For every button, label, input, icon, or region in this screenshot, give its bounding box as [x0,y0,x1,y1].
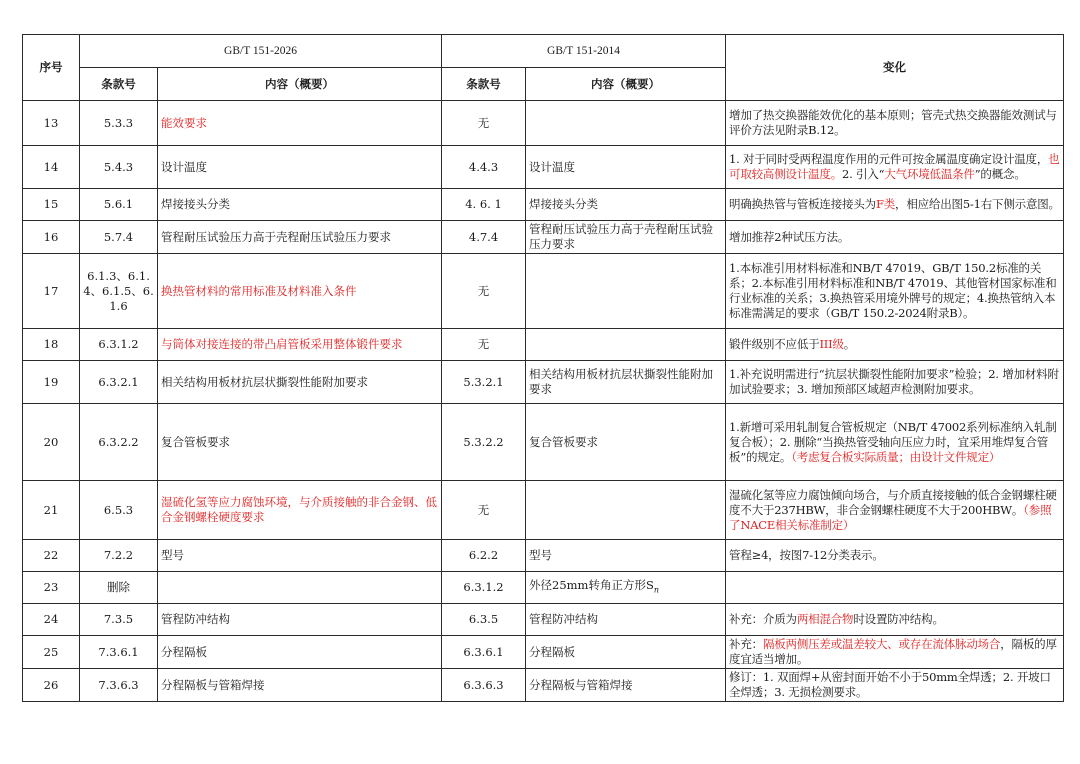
change-description [726,189,1064,221]
table-row [23,329,1064,361]
table-row [23,540,1064,572]
old-content: 分程隔板 [526,636,726,669]
table-body [23,101,1064,702]
new-content: 管程防冲结构 [158,604,442,636]
old-clause: 4.7.4 [442,221,526,254]
new-content: 焊接接头分类 [158,189,442,221]
row-number: 16 [23,221,80,254]
row-number: 23 [23,572,80,604]
table-row [23,404,1064,481]
new-clause: 7.2.2 [80,540,158,572]
change-description [726,636,1064,669]
change-highlight: 大气环境低温条件 [884,167,975,181]
header-seq: 序号 [23,35,80,101]
change-text: 1. 对于同时受两程温度作用的元件可按金属温度确定设计温度， [729,152,1049,166]
table-row [23,146,1064,189]
table-row [23,604,1064,636]
change-description [726,329,1064,361]
row-number: 14 [23,146,80,189]
new-content: 湿硫化氢等应力腐蚀环境，与介质接触的非合金钢、低合金钢螺栓硬度要求 [158,481,442,540]
old-clause: 6.3.6.3 [442,669,526,702]
change-highlight: 两相混合物 [796,612,854,626]
change-highlight: F类 [875,197,896,211]
old-content [526,329,726,361]
new-clause: 删除 [80,572,158,604]
old-content [526,481,726,540]
change-highlight: （参照了NACE相关标准制定） [729,502,1052,532]
change-text: 湿硫化氢等应力腐蚀倾向场合，与介质直接接触的低合金钢螺柱硬度不大于237HBW，非合金钢螺柱硬度不大于200HBW。 [729,487,1057,517]
old-clause: 5.3.2.2 [442,404,526,481]
change-description [726,101,1064,146]
subscript-n: n [653,585,659,595]
new-content: 复合管板要求 [158,404,442,481]
old-content [526,101,726,146]
change-description [726,254,1064,329]
change-description [726,361,1064,404]
change-text: 明确换热管与管板连接接头为 [729,197,876,211]
header-new-clause: 条款号 [80,68,158,101]
new-clause: 7.3.5 [80,604,158,636]
new-content: 相关结构用板材抗层状撕裂性能附加要求 [158,361,442,404]
old-clause: 5.3.2.1 [442,361,526,404]
comparison-table [22,34,1064,702]
old-clause: 无 [442,481,526,540]
row-number: 25 [23,636,80,669]
header-old-content: 内容（概要） [526,68,726,101]
header-new-content: 内容（概要） [158,68,442,101]
new-content [158,572,442,604]
new-clause: 5.3.3 [80,101,158,146]
old-clause: 无 [442,329,526,361]
change-description [726,404,1064,481]
change-description [726,146,1064,189]
change-text: 。 [843,337,856,351]
new-clause: 7.3.6.1 [80,636,158,669]
table-row [23,481,1064,540]
old-content: 相关结构用板材抗层状撕裂性能附加要求 [526,361,726,404]
table-row [23,636,1064,669]
new-clause: 5.7.4 [80,221,158,254]
old-clause: 无 [442,101,526,146]
old-content: 外径25mm转角正方形$S_n$ [526,572,726,604]
change-text: ”的概念。 [974,167,1026,181]
new-clause: 5.6.1 [80,189,158,221]
old-content: 分程隔板与管箱焊接 [526,669,726,702]
change-text: 锻件级别不应低于 [729,337,820,351]
row-number: 26 [23,669,80,702]
old-content: 设计温度 [526,146,726,189]
old-clause: 4.4.3 [442,146,526,189]
change-text: 1.本标准引用材料标准和NB/T 47019、GB/T 150.2标准的关系；2.本标准引用材料标准和NB/T 47019、其他管材国家标准和行业标准的关系；3.换热管采用境外牌号的规定；4.换热管纳入本标准需满足的要求（GB/T 150.2-2024附录B）。 [729,261,1057,320]
old-clause: 无 [442,254,526,329]
change-text: 1.补充说明需进行“抗层状撕裂性能附加要求”检验；2. 增加材料附加试验要求；3. 增加预部区域超声检测附加要求。 [729,367,1059,396]
header-change: 变化 [726,35,1064,101]
change-description [726,221,1064,254]
row-number: 20 [23,404,80,481]
change-text: 2. 引入“ [842,167,885,181]
new-clause: 5.4.3 [80,146,158,189]
change-highlight: 隔板两侧压差或温差较大、或存在流体脉动场合 [762,637,1001,651]
old-content: 管程防冲结构 [526,604,726,636]
table-row [23,101,1064,146]
table-row [23,669,1064,702]
row-number: 19 [23,361,80,404]
change-description [726,604,1064,636]
table-row [23,361,1064,404]
new-content: 分程隔板 [158,636,442,669]
change-text: ，隔板的厚度宜适当增加。 [729,637,1057,666]
change-description [726,669,1064,702]
change-highlight: 也可取较高侧设计温度。 [729,152,1060,181]
new-content: 能效要求 [158,101,442,146]
row-number: 21 [23,481,80,540]
new-content: 管程耐压试验压力高于壳程耐压试验压力要求 [158,221,442,254]
new-content: 型号 [158,540,442,572]
old-clause: 4. 6. 1 [442,189,526,221]
new-clause: 6.3.2.1 [80,361,158,404]
new-content: 换热管材料的常用标准及材料准入条件 [158,254,442,329]
change-description [726,540,1064,572]
change-text: 补充： [729,637,763,651]
change-text: ，相应给出图5-1右下侧示意图。 [895,197,1060,211]
old-clause: 6.3.5 [442,604,526,636]
old-content: 管程耐压试验压力高于壳程耐压试验压力要求 [526,221,726,254]
new-content: 设计温度 [158,146,442,189]
old-clause: 6.3.1.2 [442,572,526,604]
row-number: 22 [23,540,80,572]
old-clause: 6.3.6.1 [442,636,526,669]
change-highlight: （考虑复合板实际质量；由设计文件规定） [791,449,1001,464]
header-std-old: GB/T 151-2014 [442,35,726,68]
change-text: 管程≥4，按图7-12分类表示。 [729,548,884,562]
row-number: 13 [23,101,80,146]
table-row [23,572,1064,604]
table-row [23,189,1064,221]
new-clause: 6.3.1.2 [80,329,158,361]
new-clause: 7.3.6.3 [80,669,158,702]
change-text: 修订：1. 双面焊+从密封面开始不小于50mm全焊透；2. 开坡口全焊透；3. 无损检测要求。 [729,670,1051,699]
row-number: 17 [23,254,80,329]
change-text: 增加了热交换器能效优化的基本原则；管壳式热交换器能效测试与评价方法见附录B.12。 [729,108,1057,137]
header-std-new: GB/T 151-2026 [80,35,442,68]
row-number: 15 [23,189,80,221]
change-description [726,481,1064,540]
change-text: 1.新增可采用轧制复合管板规定（NB/T 47002系列标准纳入轧制复合板）；2. 删除“当换热管受轴向压应力时，宜采用堆焊复合管板”的规定。 [729,419,1057,464]
old-content: 型号 [526,540,726,572]
old-clause: 6.2.2 [442,540,526,572]
row-number: 24 [23,604,80,636]
change-text: 增加推荐2种试压方法。 [729,229,850,244]
row-number: 18 [23,329,80,361]
change-description [726,572,1064,604]
old-content: 焊接接头分类 [526,189,726,221]
new-clause: 6.3.2.2 [80,404,158,481]
change-highlight: III级 [819,337,844,351]
header-old-clause: 条款号 [442,68,526,101]
old-content [526,254,726,329]
change-text: 时设置防冲结构。 [853,612,944,626]
table-row [23,254,1064,329]
new-content: 与筒体对接连接的带凸肩管板采用整体锻件要求 [158,329,442,361]
new-clause: 6.1.3、6.1.4、6.1.5、6.1.6 [80,254,158,329]
new-content: 分程隔板与管箱焊接 [158,669,442,702]
new-clause: 6.5.3 [80,481,158,540]
old-content: 复合管板要求 [526,404,726,481]
change-text: 补充：介质为 [729,612,797,626]
table-row [23,221,1064,254]
